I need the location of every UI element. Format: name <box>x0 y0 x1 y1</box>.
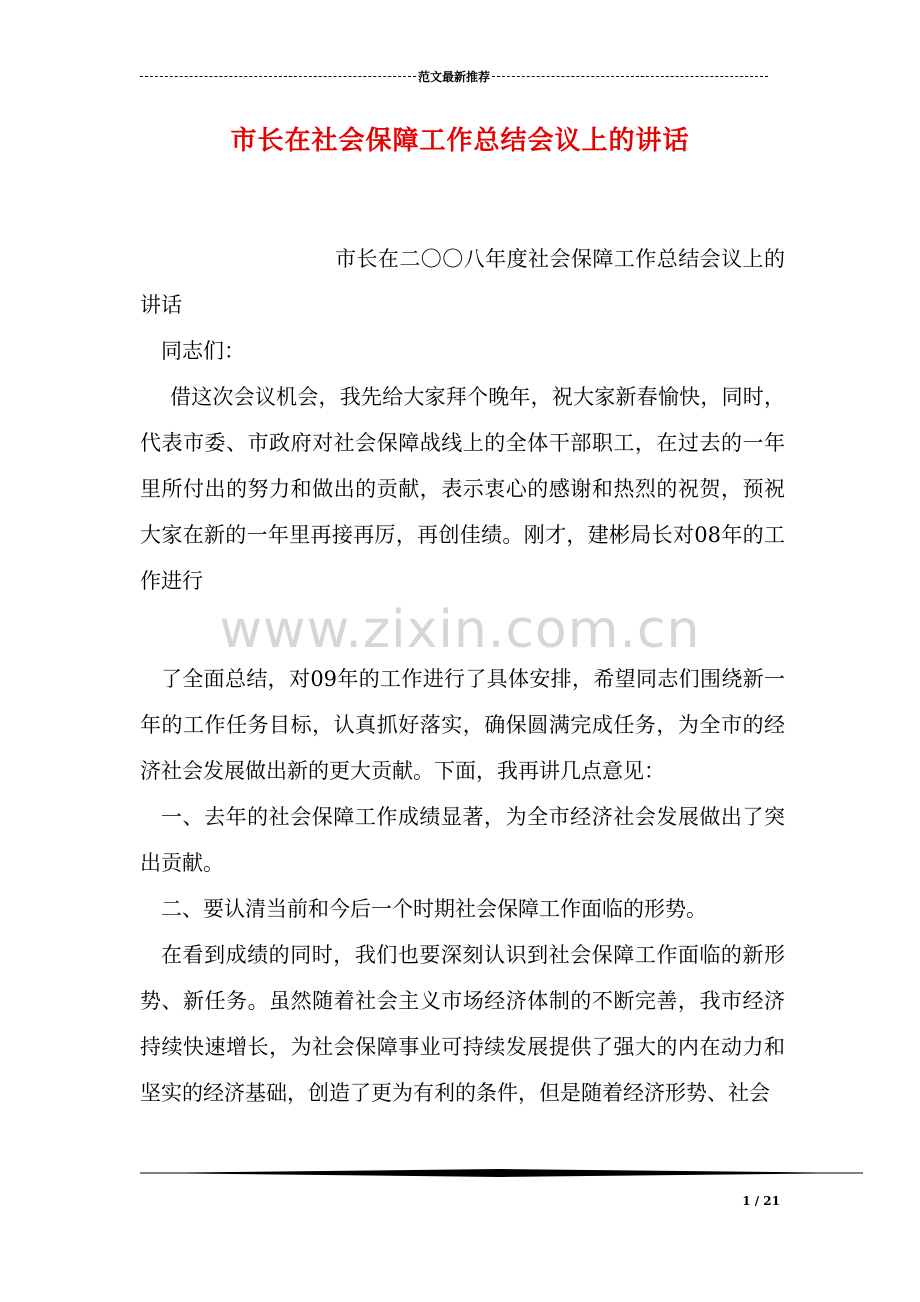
section-heading-1: 一、去年的社会保障工作成绩显著，为全市经济社会发展做出了突出贡献。 <box>140 805 785 875</box>
body-paragraph: 借这次会议机会，我先给大家拜个晚年，祝大家新春愉快，同时，代表市委、市政府对社会保障战线上的全体干部职工，在过去的一年里所付出的努力和做出的贡献，表示衷心的感谢和热烈的祝贺，预祝大家在新的一年里再接再厉，再创佳绩。刚才，建彬局长对08年的工作进行 <box>140 385 785 593</box>
body-paragraph: 了全面总结，对09年的工作进行了具体安排，希望同志们围绕新一年的工作任务目标，认真抓好落实，确保圆满完成任务，为全市的经济社会发展做出新的更大贡献。下面，我再讲几点意见： <box>140 667 785 783</box>
salutation: 同志们： <box>161 339 245 363</box>
header-dash-right <box>492 76 768 77</box>
document-body <box>140 236 785 1116</box>
watermark: www.zixin.com.cn <box>219 600 701 660</box>
header-label: 范文最新推荐 <box>418 69 491 84</box>
body-paragraph: 在看到成绩的同时，我们也要深刻认识到社会保障工作面临的新形势、新任务。虽然随着社会主义市场经济体制的不断完善，我市经济持续快速增长，为社会保障事业可持续发展提供了强大的内在动力和坚实的经济基础，创造了更为有利的条件，但是随着经济形势、社会 <box>140 943 785 1105</box>
speech-subtitle: 市长在二〇〇八年度社会保障工作总结会议上的讲话 <box>140 247 785 317</box>
section-heading-2: 二、要认清当前和今后一个时期社会保障工作面临的形势。 <box>161 897 707 921</box>
page-header <box>140 66 768 86</box>
page-number: 1 / 21 <box>742 1194 780 1208</box>
document-title: 市长在社会保障工作总结会议上的讲话 <box>230 126 690 156</box>
footer-rule <box>140 1166 863 1180</box>
header-dash-left <box>140 76 416 77</box>
